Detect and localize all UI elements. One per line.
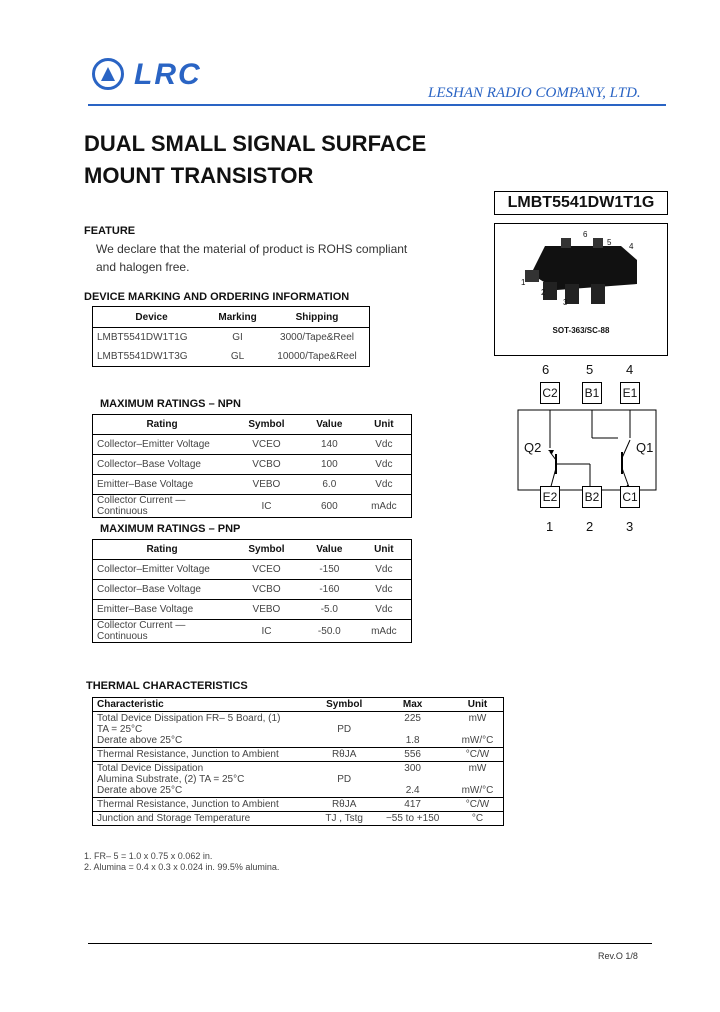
- pkg-pin-6: 6: [583, 230, 588, 239]
- unit-cell: Vdc: [357, 455, 412, 475]
- char-text: Derate above 25°C: [97, 735, 183, 746]
- unit-cell: mW: [468, 713, 487, 724]
- char-text: Alumina Substrate, (2) TA = 25°C: [97, 774, 245, 785]
- shipping-cell: 3000/Tape&Reel: [280, 332, 354, 343]
- value-cell: -150: [302, 560, 357, 580]
- table-row: [93, 475, 412, 495]
- symbol-cell: IC: [231, 620, 302, 643]
- symbol-cell: VCEO: [231, 435, 302, 455]
- unit-cell: mAdc: [357, 495, 412, 518]
- pin-number-5: 5: [586, 362, 594, 377]
- value-cell: 6.0: [302, 475, 357, 495]
- col-unit: Unit: [357, 540, 412, 560]
- col-rating: Rating: [93, 415, 232, 435]
- pinout-diagram: [510, 362, 670, 538]
- pkg-pin-2: 2: [541, 288, 546, 297]
- note-2: 2. Alumina = 0.4 x 0.3 x 0.024 in. 99.5% alumina.: [84, 862, 280, 872]
- max-cell: 225: [404, 713, 421, 724]
- symbol-cell: PD: [315, 762, 373, 798]
- rating-cell: Collector Current — Continuous: [93, 495, 232, 518]
- table-row: [93, 580, 412, 600]
- feature-text-2: and halogen free.: [96, 260, 190, 274]
- rating-cell: Collector–Emitter Voltage: [93, 435, 232, 455]
- table-row: [93, 495, 412, 518]
- feature-heading: FEATURE: [84, 225, 136, 237]
- max-cell: 417: [373, 798, 452, 812]
- note-1: 1. FR– 5 = 1.0 x 0.75 x 0.062 in.: [84, 851, 213, 861]
- pnp-heading: MAXIMUM RATINGS – PNP: [100, 523, 241, 535]
- char-text: TA = 25°C: [97, 724, 143, 735]
- logo-text: LRC: [134, 58, 202, 91]
- pin-label-e1: E1: [620, 382, 640, 404]
- max-cell: 300: [404, 763, 421, 774]
- unit-cell: Vdc: [357, 600, 412, 620]
- col-device: Device: [93, 307, 211, 328]
- max-cell: −55 to +150: [373, 812, 452, 826]
- char-text: Derate above 25°C: [97, 785, 183, 796]
- max-cell: 556: [373, 748, 452, 762]
- unit-cell: °C/W: [452, 748, 504, 762]
- max-cell: 1.8: [405, 735, 420, 746]
- unit-cell: mW/°C: [461, 785, 494, 796]
- symbol-cell: PD: [315, 712, 373, 748]
- npn-heading: MAXIMUM RATINGS – NPN: [100, 398, 241, 410]
- unit-cell: °C/W: [452, 798, 504, 812]
- npn-ratings-table: [92, 414, 412, 518]
- symbol-cell: TJ , Tstg: [315, 812, 373, 826]
- symbol-cell: VEBO: [231, 600, 302, 620]
- footer-revision: Rev.O 1/8: [598, 951, 638, 961]
- value-cell: -5.0: [302, 600, 357, 620]
- table-row: [93, 347, 370, 367]
- symbol-cell: RθJA: [315, 748, 373, 762]
- col-unit: Unit: [452, 698, 504, 712]
- pin-number-1: 1: [546, 519, 554, 534]
- pkg-pin-1: 1: [521, 278, 526, 287]
- unit-cell: mAdc: [357, 620, 412, 643]
- thermal-heading: THERMAL CHARACTERISTICS: [86, 680, 248, 692]
- document-title: DUAL SMALL SIGNAL SURFACE MOUNT TRANSISTOR: [84, 131, 427, 188]
- col-symbol: Symbol: [231, 540, 302, 560]
- symbol-cell: VCBO: [231, 580, 302, 600]
- feature-text-1: We declare that the material of product is ROHS compliant: [96, 242, 408, 256]
- table-row: [93, 435, 412, 455]
- table-row: [93, 600, 412, 620]
- col-symbol: Symbol: [231, 415, 302, 435]
- table-row: [93, 812, 504, 826]
- company-name: LESHAN RADIO COMPANY, LTD.: [428, 85, 641, 101]
- pin-number-3: 3: [626, 519, 634, 534]
- marking-cell: GL: [230, 351, 245, 362]
- col-unit: Unit: [357, 415, 412, 435]
- col-value: Value: [302, 415, 357, 435]
- col-max: Max: [373, 698, 452, 712]
- symbol-cell: VEBO: [231, 475, 302, 495]
- ordering-heading: DEVICE MARKING AND ORDERING INFORMATION: [84, 291, 350, 303]
- table-row: [93, 798, 504, 812]
- rating-cell: Collector–Emitter Voltage: [93, 560, 232, 580]
- value-cell: 100: [302, 455, 357, 475]
- unit-cell: mW: [468, 763, 487, 774]
- col-symbol: Symbol: [315, 698, 373, 712]
- symbol-cell: VCBO: [231, 455, 302, 475]
- col-characteristic: Characteristic: [93, 698, 316, 712]
- thermal-table: [92, 697, 504, 826]
- table-row: [93, 620, 412, 643]
- char-text: Total Device Dissipation FR– 5 Board, (1): [97, 713, 281, 724]
- device-cell: LMBT5541DW1T1G: [97, 332, 188, 343]
- package-image: [494, 223, 668, 356]
- value-cell: 140: [302, 435, 357, 455]
- table-row: [93, 762, 504, 798]
- pkg-pin-5: 5: [607, 238, 612, 247]
- pin-number-2: 2: [586, 519, 594, 534]
- unit-cell: mW/°C: [461, 735, 494, 746]
- unit-cell: °C: [452, 812, 504, 826]
- footer-rule: [88, 943, 652, 944]
- q1-label: Q1: [636, 440, 654, 455]
- char-text: Thermal Resistance, Junction to Ambient: [93, 798, 316, 812]
- table-row: [93, 455, 412, 475]
- rating-cell: Emitter–Base Voltage: [93, 475, 232, 495]
- device-cell: LMBT5541DW1T3G: [97, 351, 188, 362]
- value-cell: -50.0: [302, 620, 357, 643]
- rating-cell: Collector–Base Voltage: [93, 580, 232, 600]
- pin-number-6: 6: [542, 362, 550, 377]
- table-row: [93, 748, 504, 762]
- symbol-cell: VCEO: [231, 560, 302, 580]
- value-cell: -160: [302, 580, 357, 600]
- pin-label-c1: C1: [620, 486, 640, 508]
- table-row: [93, 328, 370, 348]
- package-label: SOT-363/SC-88: [552, 326, 610, 335]
- marking-cell: GI: [232, 332, 243, 343]
- col-shipping: Shipping: [265, 307, 369, 328]
- unit-cell: Vdc: [357, 475, 412, 495]
- part-number: LMBT5541DW1T1G: [494, 191, 668, 215]
- unit-cell: Vdc: [357, 435, 412, 455]
- pin-label-c2: C2: [540, 382, 560, 404]
- value-cell: 600: [302, 495, 357, 518]
- unit-cell: Vdc: [357, 560, 412, 580]
- pin-label-b1: B1: [582, 382, 602, 404]
- col-rating: Rating: [93, 540, 232, 560]
- pin-label-b2: B2: [582, 486, 602, 508]
- rating-cell: Emitter–Base Voltage: [93, 600, 232, 620]
- q2-label: Q2: [524, 440, 542, 455]
- max-cell: 2.4: [405, 785, 420, 796]
- char-text: Total Device Dissipation: [97, 763, 204, 774]
- rating-cell: Collector Current — Continuous: [93, 620, 232, 643]
- pin-number-4: 4: [626, 362, 634, 377]
- table-row: [93, 712, 504, 748]
- unit-cell: Vdc: [357, 580, 412, 600]
- pkg-pin-4: 4: [629, 242, 634, 251]
- pkg-pin-3: 3: [563, 298, 568, 307]
- char-text: Thermal Resistance, Junction to Ambient: [93, 748, 316, 762]
- symbol-cell: RθJA: [315, 798, 373, 812]
- logo-mark-icon: [92, 58, 124, 90]
- table-row: [93, 560, 412, 580]
- rating-cell: Collector–Base Voltage: [93, 455, 232, 475]
- pin-label-e2: E2: [540, 486, 560, 508]
- symbol-cell: IC: [231, 495, 302, 518]
- col-marking: Marking: [210, 307, 265, 328]
- header-rule: [88, 104, 666, 106]
- pnp-ratings-table: [92, 539, 412, 643]
- shipping-cell: 10000/Tape&Reel: [277, 351, 357, 362]
- col-value: Value: [302, 540, 357, 560]
- char-text: Junction and Storage Temperature: [93, 812, 316, 826]
- ordering-table: [92, 306, 370, 367]
